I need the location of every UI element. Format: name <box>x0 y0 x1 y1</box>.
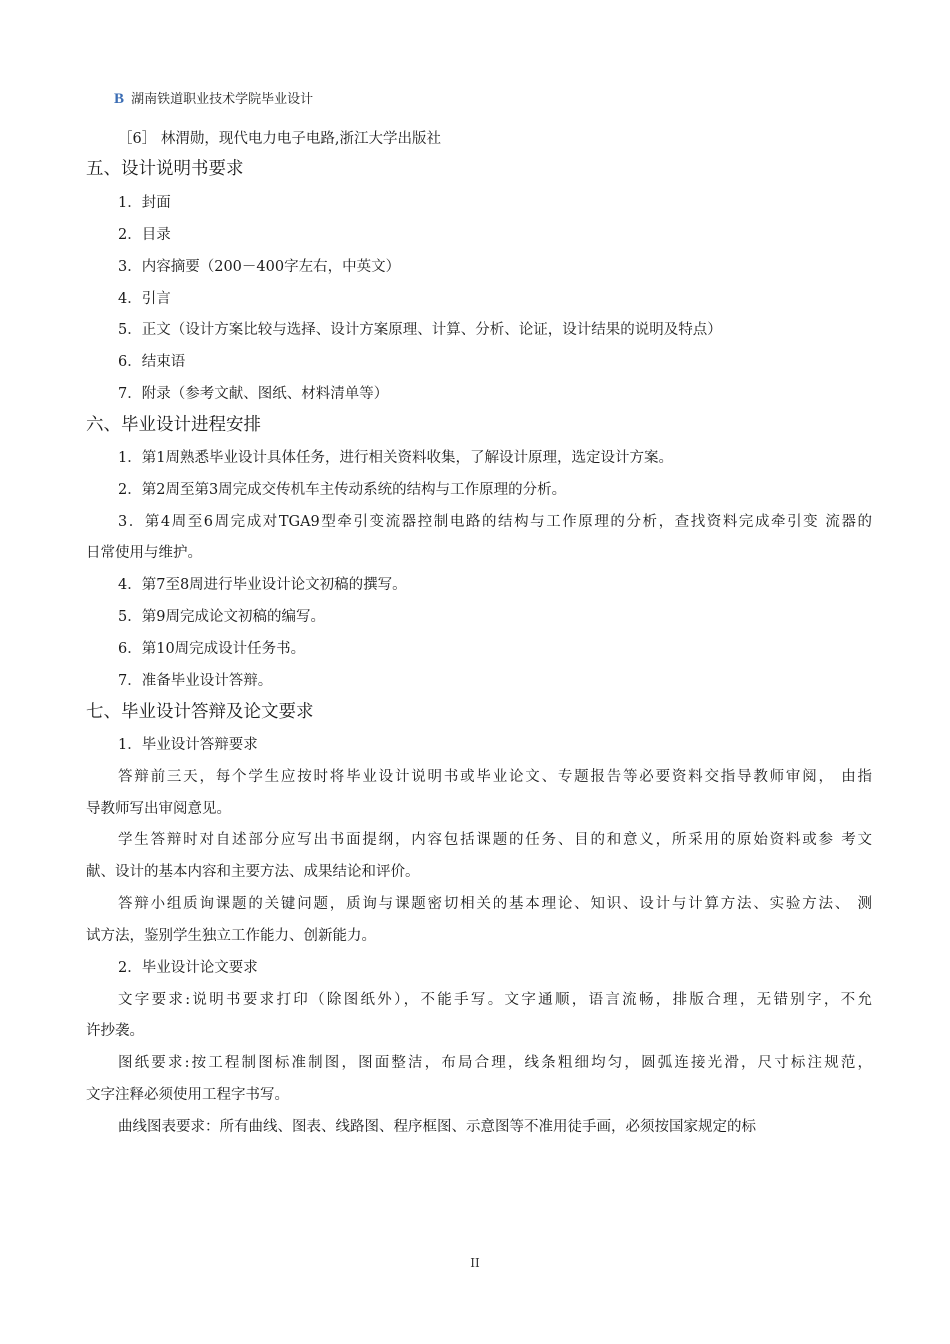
paragraph-line: 图纸要求:按工程制图标准制图，图面整洁，布局合理，线条粗细均匀，圆弧连接光滑，尺寸标注规范， <box>118 1055 872 1071</box>
header-title: 湖南铁道职业技术学院毕业设计 <box>131 92 314 107</box>
list-item: 3．内容摘要（200－400字左右，中英文） <box>118 259 401 275</box>
paragraph-line: 曲线图表要求：所有曲线、图表、线路图、程序框图、示意图等不准用徒手画，必须按国家规定的标 <box>118 1119 756 1135</box>
list-item: 2．目录 <box>118 227 171 243</box>
paragraph-line: 许抄袭。 <box>86 1023 144 1039</box>
school-logo-icon: B <box>114 91 125 107</box>
list-item: 3．第4周至6周完成对TGA9型牵引变流器控制电路的结构与工作原理的分析，查找资料完成牵引变 流器的 <box>118 514 872 530</box>
section-5-title: 五、设计说明书要求 <box>86 159 244 179</box>
section-6-title: 六、毕业设计进程安排 <box>86 415 261 435</box>
list-item: 4．引言 <box>118 291 171 307</box>
subsection-title: 1．毕业设计答辩要求 <box>118 737 258 753</box>
paragraph-line: 试方法，鉴别学生独立工作能力、创新能力。 <box>86 928 376 944</box>
page-header <box>114 88 313 108</box>
reference-6: ［6］ 林渭勋，现代电力电子电路,浙江大学出版社 <box>118 131 441 147</box>
list-item: 1．封面 <box>118 195 171 211</box>
list-item: 4．第7至8周进行毕业设计论文初稿的撰写。 <box>118 577 407 593</box>
list-item: 6．第10周完成设计任务书。 <box>118 641 306 657</box>
list-item-continuation: 日常使用与维护。 <box>86 545 202 561</box>
list-item: 2．第2周至第3周完成交传机车主传动系统的结构与工作原理的分析。 <box>118 482 567 498</box>
list-item: 7．准备毕业设计答辩。 <box>118 673 273 689</box>
list-item: 5．正文（设计方案比较与选择、设计方案原理、计算、分析、论证，设计结果的说明及特点） <box>118 322 722 338</box>
section-7-title: 七、毕业设计答辩及论文要求 <box>86 702 314 722</box>
list-item: 1．第1周熟悉毕业设计具体任务，进行相关资料收集，了解设计原理，选定设计方案。 <box>118 450 673 466</box>
paragraph-line: 文字注释必须使用工程字书写。 <box>86 1087 289 1103</box>
paragraph-line: 文字要求:说明书要求打印（除图纸外），不能手写。文字通顺，语言流畅，排版合理，无错别字，不允 <box>118 992 872 1008</box>
paragraph-line: 答辩小组质询课题的关键问题，质询与课题密切相关的基本理论、知识、设计与计算方法、实验方法、 测 <box>118 896 872 912</box>
list-item: 6．结束语 <box>118 354 186 370</box>
paragraph-line: 导教师写出审阅意见。 <box>86 801 231 817</box>
paragraph-line: 答辩前三天，每个学生应按时将毕业设计说明书或毕业论文、专题报告等必要资料交指导教师审阅， 由指 <box>118 769 872 785</box>
page-number: II <box>470 1256 480 1270</box>
paragraph-line: 献、设计的基本内容和主要方法、成果结论和评价。 <box>86 864 420 880</box>
paragraph-line: 学生答辩时对自述部分应写出书面提纲，内容包括课题的任务、目的和意义，所采用的原始资料或参 考文 <box>118 832 872 848</box>
subsection-title: 2．毕业设计论文要求 <box>118 960 258 976</box>
list-item: 5．第9周完成论文初稿的编写。 <box>118 609 325 625</box>
list-item: 7．附录（参考文献、图纸、材料清单等） <box>118 386 389 402</box>
